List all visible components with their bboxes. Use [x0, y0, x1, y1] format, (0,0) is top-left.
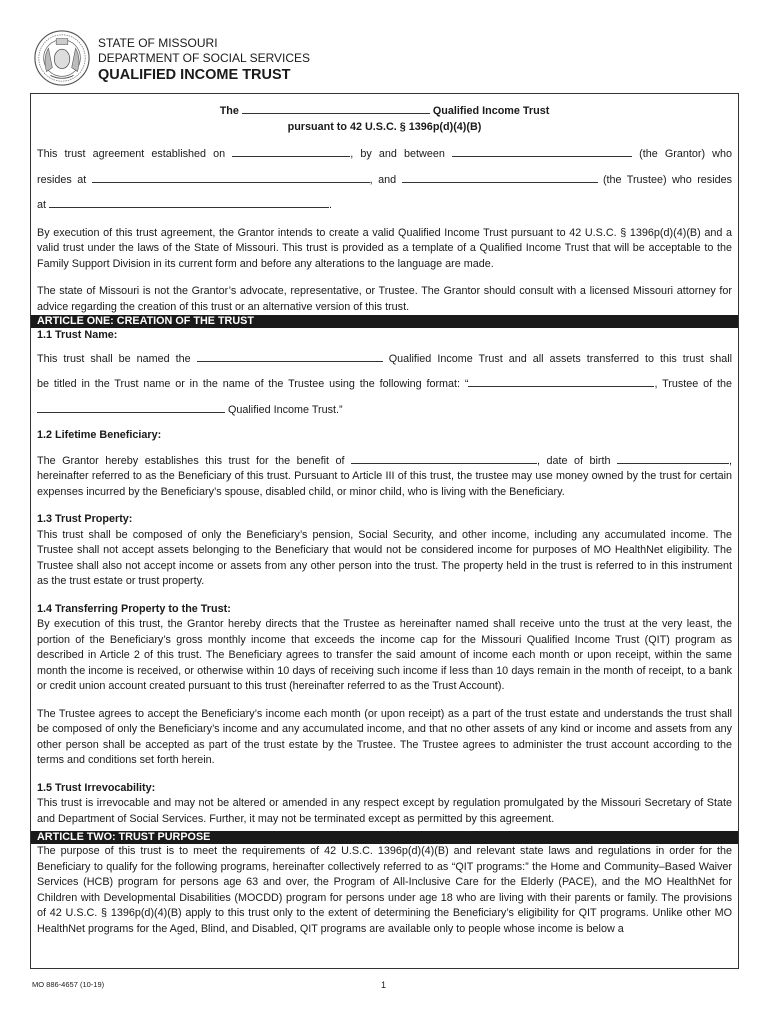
s12-a: The Grantor hereby establishes this trust for the benefit of — [37, 454, 345, 467]
form-frame — [30, 93, 739, 969]
form-number: MO 886-4657 (10-19) — [32, 980, 105, 989]
s12-c: , — [729, 454, 732, 467]
established-label: This trust agreement established on — [37, 148, 226, 160]
trustee-address-field[interactable] — [49, 196, 329, 208]
section-1-5-heading: 1.5 Trust Irrevocability: — [37, 781, 156, 794]
at-label: at — [37, 199, 47, 211]
page-number: 1 — [381, 980, 387, 990]
grantor-name-field[interactable] — [452, 145, 632, 157]
qit-name-line — [37, 401, 732, 419]
section-1-1-heading: 1.1 Trust Name: — [37, 329, 118, 341]
trustee-label: (the Trustee) who resides — [602, 173, 733, 186]
s11-b: Qualified Income Trust and all assets transferred to this trust shall — [388, 352, 733, 365]
missouri-state-seal-icon — [33, 29, 91, 87]
trust-name-field[interactable] — [242, 102, 430, 114]
trust-title-line — [37, 102, 732, 120]
s11-e: Qualified Income Trust.” — [228, 403, 343, 416]
trust-property-paragraph: This trust shall be composed of only the Beneficiary’s pension, Social Security, and other income, including any accumulated income. The Trustee shall not accept assets belonging to the Beneficiary that would not be considered income for purposes of MO HealthNet eligibility. The Trustee shall also not accept income or assets from any other person into the trust. The property held in the trust is referred to in this instrument as the trust estate or trust property. — [37, 528, 732, 587]
trust-name-line — [37, 350, 732, 368]
grantor-address-field[interactable] — [92, 171, 370, 183]
intro-paragraph-2: The state of Missouri is not the Grantor’s advocate, representative, or Trustee. The Grantor should consult with a licensed Missouri attorney for advice regarding the creation of this trust or an alternative version of this trust. — [37, 285, 732, 313]
beneficiary-line — [37, 452, 732, 470]
and-label: , and — [369, 173, 397, 186]
resides-at-label: resides at — [37, 173, 87, 186]
irrevocability-paragraph: This trust is irrevocable and may not be altered or amended in any respect except by regulation promulgated by the Missouri Secretary of State and Department of Social Services. Further, it may not be terminated except as permitted by this agreement. — [37, 797, 732, 825]
resides-line — [37, 171, 732, 189]
trust-title-format-line — [37, 375, 732, 393]
intro-paragraph-1: By execution of this trust agreement, the Grantor intends to create a valid Qualified Income Trust pursuant to 42 U.S.C. § 1396p(d)(4)(B) and a valid trust under the laws of the State of Missouri. This trust is provided as a template of a Qualified Income Trust that will be acceptable to the Family Support Division in its current form and before any alterations to the language are made. — [37, 226, 732, 270]
title-the: The — [219, 105, 239, 117]
beneficiary-paragraph: hereinafter referred to as the Beneficiary of this trust. Pursuant to Article III of this trust, the trustee may use money owned by the trust for certain expenses incurred by the Beneficiary’s spouse, disabled child, or minor child, who is living with the Beneficiary. — [37, 470, 732, 498]
transfer-paragraph-1: By execution of this trust, the Grantor hereby directs that the Trustee as hereinafter named shall receive unto the trust at the very least, the portion of the Beneficiary’s gross monthly income that exceeds the income cap for the Missouri Qualified Income Trust (QIT) program as described in Article 2 of this trust. The Beneficiary agrees to transfer the said amount of income each month or upon receipt, within the same month the income is received, or otherwise within 10 days of receiving such income if less than 10 days remain in the month of receipt, to a bank or credit union account created pursuant to this trust (hereinafter referred to as the Trust Account). — [37, 618, 732, 692]
form-content — [37, 94, 732, 937]
title-qit: Qualified Income Trust — [432, 105, 550, 117]
section-1-2-heading: 1.2 Lifetime Beneficiary: — [37, 429, 162, 441]
established-date-field[interactable] — [232, 145, 350, 157]
state-name: STATE OF MISSOURI — [98, 36, 218, 50]
pursuant-line: pursuant to 42 U.S.C. § 1396p(d)(4)(B) — [287, 120, 482, 133]
form-title: QUALIFIED INCOME TRUST — [98, 67, 291, 83]
article-two-header: ARTICLE TWO: TRUST PURPOSE — [31, 831, 738, 844]
section-1-3-heading: 1.3 Trust Property: — [37, 513, 133, 525]
date-of-birth-field[interactable] — [617, 452, 729, 464]
at-line — [37, 196, 732, 214]
s12-b: , date of birth — [537, 454, 611, 467]
transfer-paragraph-2: The Trustee agrees to accept the Beneficiary’s income each month (or upon receipt) as a part of the trust estate and understands the trust shall be composed of only the Beneficiary’s income and any accumulated income, and that no other assets of any kind or income and assets from any other person shall be accepted as part of the trust estate by the Trustee. The Trustee agrees to administer the trust account according to the terms and conditions set forth herein. — [37, 707, 732, 766]
section-1-4-heading: 1.4 Transferring Property to the Trust: — [37, 602, 231, 615]
trust-purpose-paragraph: The purpose of this trust is to meet the requirements of 42 U.S.C. 1396p(d)(4)(B) and relevant state laws and regulations in order for the Beneficiary to qualify for the following programs, hereinafter collectively referred to as “QIT programs:” the Home and Community–Based Waiver Services (HCB) program for persons age 63 and over, the Program of All-Inclusive Care for the Elderly (PACE), and the MO HealthNet for Children with Developmental Disabilities (MOCDD) program for persons under age 18 who are living with their parents or family. The provisions of 42 U.S.C. § 1396p(d)(4)(B) apply to this trust only to the extent of determining the Beneficiary’s eligibility for QIT programs. Unlike other MO HealthNet programs for the Aged, Blind, and Disabled, QIT programs are available only to people whose income is below a — [37, 845, 732, 935]
trustee-name-field[interactable] — [402, 171, 598, 183]
at-period: . — [329, 199, 333, 211]
s11-a: This trust shall be named the — [37, 352, 191, 365]
document-header — [98, 36, 310, 83]
trustee-format-field[interactable] — [468, 375, 654, 387]
trust-named-field[interactable] — [197, 350, 383, 362]
grantor-label: (the Grantor) who — [639, 148, 732, 160]
department-name: DEPARTMENT OF SOCIAL SERVICES — [98, 51, 311, 65]
qit-name-field[interactable] — [37, 401, 225, 413]
s11-d: , Trustee of the — [654, 378, 732, 390]
s11-c: be titled in the Trust name or in the name of the Trustee using the following format: “ — [37, 378, 469, 390]
by-between-label: , by and between — [350, 148, 445, 160]
beneficiary-name-field[interactable] — [351, 452, 537, 464]
established-line — [37, 145, 732, 163]
article-one-header: ARTICLE ONE: CREATION OF THE TRUST — [31, 315, 738, 328]
